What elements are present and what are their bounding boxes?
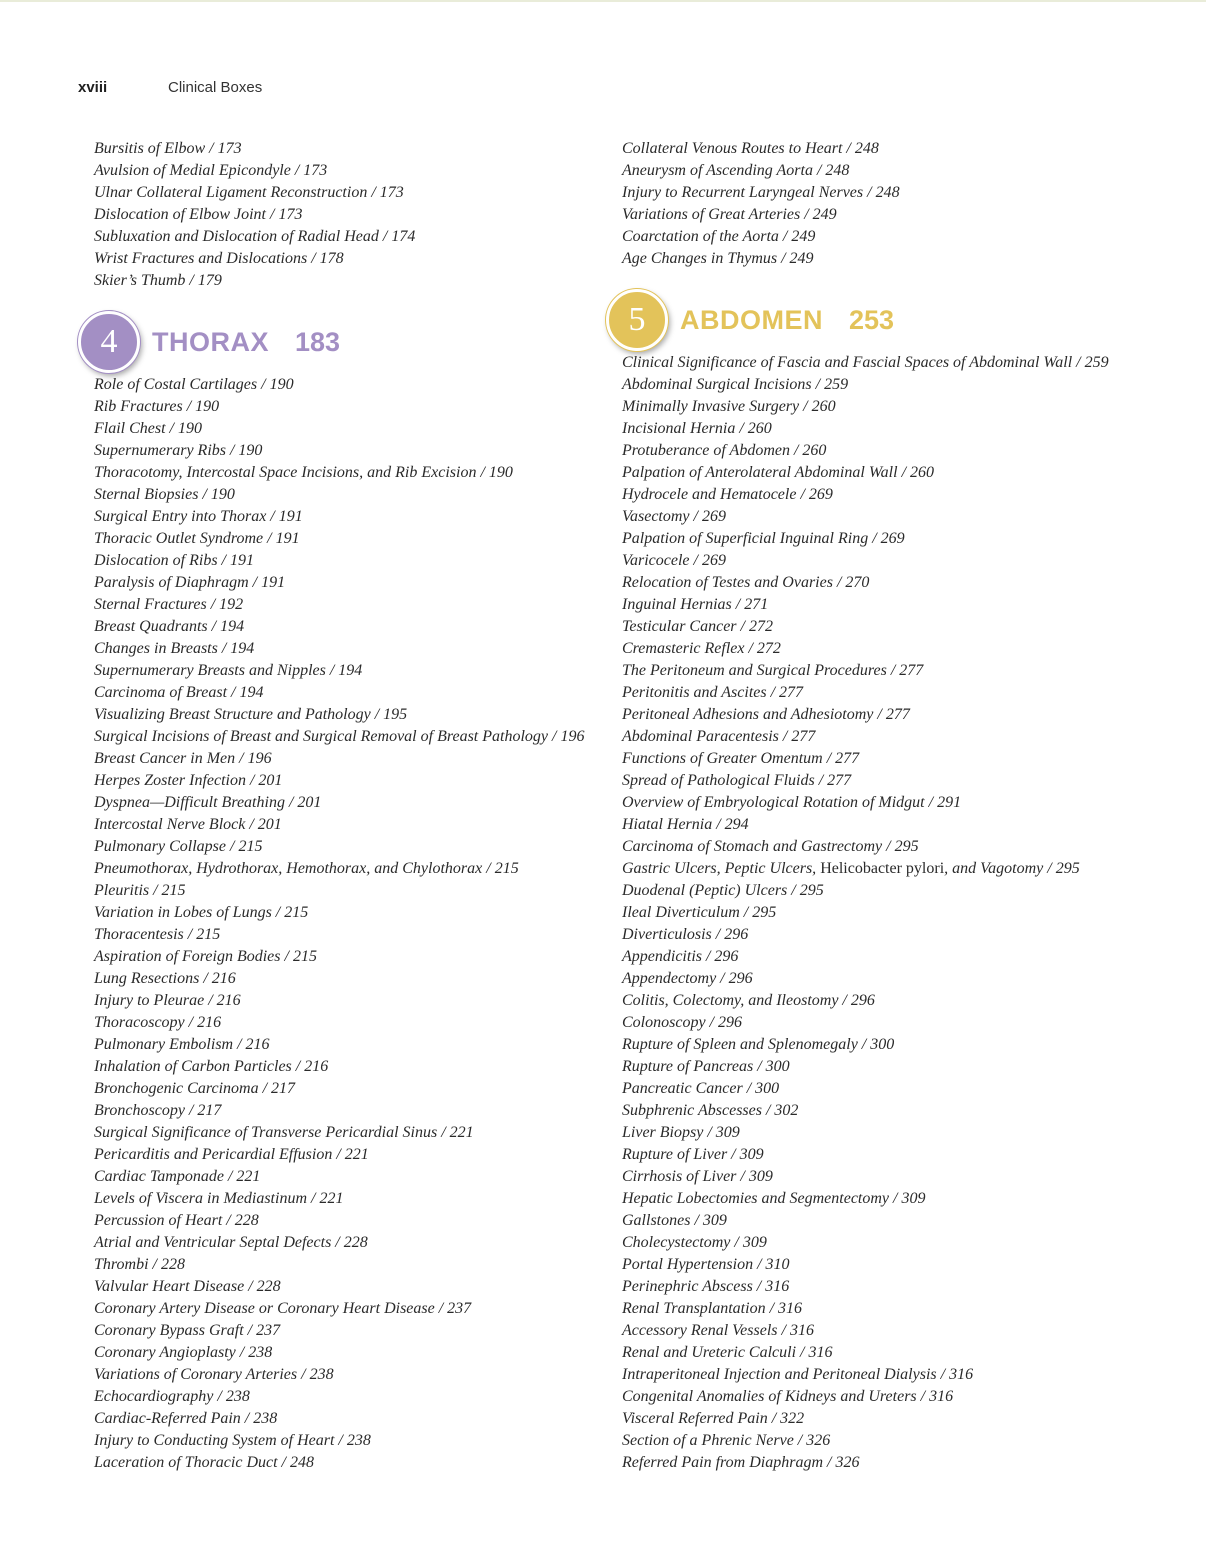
list-item: Thoracoscopy / 216	[94, 1014, 222, 1031]
running-title: Clinical Boxes	[168, 79, 263, 96]
list-item: Bronchoscopy / 217	[94, 1102, 222, 1119]
list-item: Dislocation of Ribs / 191	[94, 552, 254, 569]
list-item: Renal Transplantation / 316	[622, 1300, 803, 1317]
list-item: Sternal Biopsies / 190	[94, 486, 235, 503]
list-item: Liver Biopsy / 309	[622, 1124, 740, 1141]
list-item: Thoracotomy, Intercostal Space Incisions, and Rib Excision / 190	[94, 464, 513, 481]
list-item: Abdominal Paracentesis / 277	[622, 728, 816, 745]
list-item: Carcinoma of Breast / 194	[94, 684, 264, 701]
list-item: Hepatic Lobectomies and Segmentectomy / 309	[622, 1190, 926, 1207]
list-item: Visualizing Breast Structure and Pathology / 195	[94, 706, 408, 723]
list-item: Accessory Renal Vessels / 316	[622, 1322, 814, 1339]
list-item: Lung Resections / 216	[94, 970, 236, 987]
section-header-thorax	[78, 311, 340, 373]
entry-text: , and Vagotomy / 295	[944, 860, 1080, 877]
list-item: Clinical Significance of Fascia and Fascial Spaces of Abdominal Wall / 259	[622, 354, 1109, 371]
list-item: Bursitis of Elbow / 173	[94, 140, 242, 157]
list-item: Age Changes in Thymus / 249	[622, 250, 814, 267]
list-item: Variations of Coronary Arteries / 238	[94, 1366, 334, 1383]
list-item: Variations of Great Arteries / 249	[622, 206, 837, 223]
list-item: Wrist Fractures and Dislocations / 178	[94, 250, 344, 267]
list-item: Pericarditis and Pericardial Effusion / 221	[94, 1146, 369, 1163]
chapter-badge-abdomen: 5	[606, 289, 668, 351]
list-item: Ulnar Collateral Ligament Reconstruction / 173	[94, 184, 404, 201]
list-item: Cremasteric Reflex / 272	[622, 640, 781, 657]
list-item: Cirrhosis of Liver / 309	[622, 1168, 773, 1185]
abdomen-list	[622, 352, 1142, 1474]
list-item: Rib Fractures / 190	[94, 398, 220, 415]
list-item: Colonoscopy / 296	[622, 1014, 742, 1031]
chapter-badge-thorax: 4	[78, 311, 140, 373]
list-item: The Peritoneum and Surgical Procedures / 277	[622, 662, 924, 679]
list-item: Variation in Lobes of Lungs / 215	[94, 904, 309, 921]
list-item: Injury to Pleurae / 216	[94, 992, 241, 1009]
list-item: Appendectomy / 296	[622, 970, 753, 987]
list-item: Aneurysm of Ascending Aorta / 248	[622, 162, 850, 179]
list-item: Overview of Embryological Rotation of Midgut / 291	[622, 794, 962, 811]
list-item: Duodenal (Peptic) Ulcers / 295	[622, 882, 824, 899]
list-item: Palpation of Anterolateral Abdominal Wall / 260	[622, 464, 935, 481]
page-number: xviii	[78, 79, 108, 96]
list-item: Intraperitoneal Injection and Peritoneal Dialysis / 316	[622, 1366, 974, 1383]
list-item: Dislocation of Elbow Joint / 173	[94, 206, 303, 223]
list-item: Congenital Anomalies of Kidneys and Ureters / 316	[622, 1388, 954, 1405]
list-item: Palpation of Superficial Inguinal Ring / 269	[622, 530, 905, 547]
list-item: Pleuritis / 215	[94, 882, 186, 899]
list-item: Collateral Venous Routes to Heart / 248	[622, 140, 879, 157]
list-item: Gallstones / 309	[622, 1212, 727, 1229]
list-item: Flail Chest / 190	[94, 420, 202, 437]
list-item: Atrial and Ventricular Septal Defects / 228	[94, 1234, 368, 1251]
list-item: Bronchogenic Carcinoma / 217	[94, 1080, 296, 1097]
list-item: Vasectomy / 269	[622, 508, 726, 525]
list-item: Coronary Angioplasty / 238	[94, 1344, 273, 1361]
top-rule	[0, 0, 1206, 2]
list-item: Colitis, Colectomy, and Ileostomy / 296	[622, 992, 875, 1009]
list-item: Peritonitis and Ascites / 277	[622, 684, 804, 701]
list-item: Skier’s Thumb / 179	[94, 272, 222, 289]
list-item: Valvular Heart Disease / 228	[94, 1278, 281, 1295]
list-item: Rupture of Pancreas / 300	[622, 1058, 790, 1075]
list-item: Protuberance of Abdomen / 260	[622, 442, 827, 459]
section-title-thorax: THORAX	[152, 326, 269, 357]
list-item: Varicocele / 269	[622, 552, 726, 569]
list-item: Functions of Greater Omentum / 277	[622, 750, 860, 767]
section-page-abdomen: 253	[849, 304, 895, 335]
list-item: Abdominal Surgical Incisions / 259	[622, 376, 849, 393]
list-item: Cardiac Tamponade / 221	[94, 1168, 261, 1185]
list-item: Testicular Cancer / 272	[622, 618, 773, 635]
list-item: Levels of Viscera in Mediastinum / 221	[94, 1190, 344, 1207]
section-page-thorax: 183	[295, 326, 341, 357]
section-title-abdomen: ABDOMEN	[680, 304, 823, 335]
list-item: Laceration of Thoracic Duct / 248	[94, 1454, 314, 1471]
list-item: Coronary Bypass Graft / 237	[94, 1322, 281, 1339]
list-item: Pulmonary Embolism / 216	[94, 1036, 270, 1053]
list-item: Supernumerary Breasts and Nipples / 194	[94, 662, 363, 679]
list-item: Minimally Invasive Surgery / 260	[622, 398, 836, 415]
list-item: Appendicitis / 296	[622, 948, 739, 965]
list-item: Visceral Referred Pain / 322	[622, 1410, 805, 1427]
thorax-list	[94, 374, 614, 1474]
list-item: Relocation of Testes and Ovaries / 270	[622, 574, 870, 591]
list-item: Inguinal Hernias / 271	[622, 596, 769, 613]
list-item: Surgical Entry into Thorax / 191	[94, 508, 303, 525]
list-item: Perinephric Abscess / 316	[622, 1278, 790, 1295]
running-head	[78, 79, 262, 101]
list-item: Pulmonary Collapse / 215	[94, 838, 263, 855]
list-item: Subluxation and Dislocation of Radial Head / 174	[94, 228, 416, 245]
list-item: Pancreatic Cancer / 300	[622, 1080, 780, 1097]
list-item: Incisional Hernia / 260	[622, 420, 772, 437]
list-item: Section of a Phrenic Nerve / 326	[622, 1432, 831, 1449]
list-item: Changes in Breasts / 194	[94, 640, 255, 657]
list-item: Thrombi / 228	[94, 1256, 185, 1273]
list-item: Referred Pain from Diaphragm / 326	[622, 1454, 860, 1471]
list-item: Breast Quadrants / 194	[94, 618, 245, 635]
list-item: Spread of Pathological Fluids / 277	[622, 772, 852, 789]
list-item: Echocardiography / 238	[94, 1388, 250, 1405]
list-item: Peritoneal Adhesions and Adhesiotomy / 277	[622, 706, 910, 723]
list-item: Percussion of Heart / 228	[94, 1212, 259, 1229]
list-item: Carcinoma of Stomach and Gastrectomy / 295	[622, 838, 919, 855]
list-item: Coronary Artery Disease or Coronary Heart Disease / 237	[94, 1300, 472, 1317]
left-top-list	[94, 138, 614, 292]
list-item: Subphrenic Abscesses / 302	[622, 1102, 799, 1119]
list-item: Hydrocele and Hematocele / 269	[622, 486, 833, 503]
list-item: Inhalation of Carbon Particles / 216	[94, 1058, 329, 1075]
list-item: Herpes Zoster Infection / 201	[94, 772, 283, 789]
list-item: Cholecystectomy / 309	[622, 1234, 767, 1251]
list-item: Breast Cancer in Men / 196	[94, 750, 272, 767]
list-item: Dyspnea—Difficult Breathing / 201	[94, 794, 322, 811]
list-item: Rupture of Spleen and Splenomegaly / 300	[622, 1036, 895, 1053]
list-item: Avulsion of Medial Epicondyle / 173	[94, 162, 328, 179]
list-item: Thoracic Outlet Syndrome / 191	[94, 530, 300, 547]
list-item: Ileal Diverticulum / 295	[622, 904, 777, 921]
list-item: Rupture of Liver / 309	[622, 1146, 764, 1163]
entry-text: Gastric Ulcers, Peptic Ulcers,	[622, 860, 821, 877]
list-item: Injury to Recurrent Laryngeal Nerves / 248	[622, 184, 900, 201]
list-item: Coarctation of the Aorta / 249	[622, 228, 816, 245]
list-item: Hiatal Hernia / 294	[622, 816, 749, 833]
list-item: Injury to Conducting System of Heart / 238	[94, 1432, 371, 1449]
right-top-list	[622, 138, 1142, 270]
list-item: Diverticulosis / 296	[622, 926, 749, 943]
list-item: Surgical Incisions of Breast and Surgical Removal of Breast Pathology / 196	[94, 728, 585, 745]
section-header-abdomen	[606, 289, 894, 351]
list-item: Portal Hypertension / 310	[622, 1256, 790, 1273]
list-item: Renal and Ureteric Calculi / 316	[622, 1344, 833, 1361]
list-item: Supernumerary Ribs / 190	[94, 442, 263, 459]
list-item: Thoracentesis / 215	[94, 926, 221, 943]
list-item	[622, 858, 1142, 880]
list-item: Pneumothorax, Hydrothorax, Hemothorax, and Chylothorax / 215	[94, 860, 519, 877]
entry-text-upright: Helicobacter pylori	[820, 860, 945, 877]
list-item: Sternal Fractures / 192	[94, 596, 244, 613]
list-item: Paralysis of Diaphragm / 191	[94, 574, 286, 591]
list-item: Role of Costal Cartilages / 190	[94, 376, 294, 393]
list-item: Cardiac-Referred Pain / 238	[94, 1410, 278, 1427]
list-item: Surgical Significance of Transverse Pericardial Sinus / 221	[94, 1124, 474, 1141]
list-item: Intercostal Nerve Block / 201	[94, 816, 282, 833]
list-item: Aspiration of Foreign Bodies / 215	[94, 948, 317, 965]
